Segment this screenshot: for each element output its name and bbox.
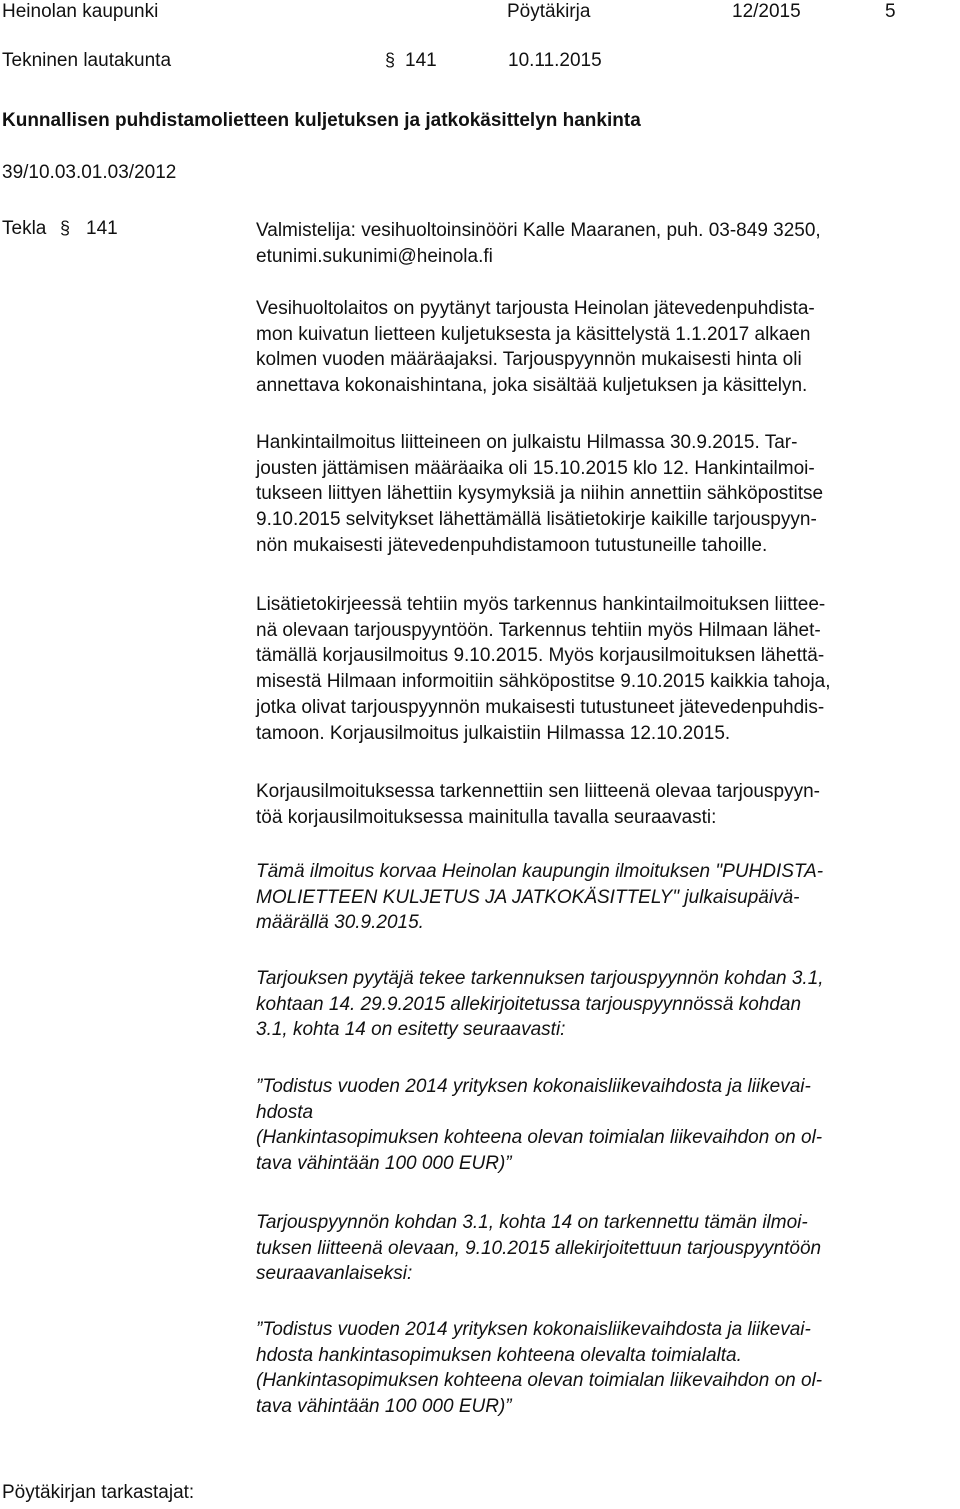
page-number: 5 — [885, 1, 896, 22]
section-number: 141 — [405, 50, 437, 71]
text-line: mon kuivatun lietteen kuljetuksesta ja käsittelystä 1.1.2017 alkaen — [256, 323, 811, 345]
paragraph-procurement-notice — [256, 430, 956, 559]
text-line: jotka olivat tarjouspyynnön mukaisesti tutustuneet jätevedenpuhdis- — [256, 696, 825, 718]
text-line: Vesihuoltolaitos on pyytänyt tarjousta Heinolan jätevedenpuhdista- — [256, 298, 815, 319]
text-line: Korjausilmoituksessa tarkennettiin sen liitteenä olevaa tarjouspyyn- — [256, 781, 820, 802]
meeting-date: 10.11.2015 — [508, 50, 602, 71]
item-section-sign: § — [60, 218, 71, 238]
item-number: 141 — [86, 218, 118, 239]
quote-notice-replacement — [256, 859, 956, 936]
text-line: MOLIETTEEN KULJETUS JA JATKOKÄSITTELY" julkaisupäivä- — [256, 886, 800, 908]
text-line: Hankintailmoitus liitteineen on julkaistu Hilmassa 30.9.2015. Tar- — [256, 432, 798, 453]
text-line: tämällä korjausilmoitus 9.10.2015. Myös korjausilmoituksen lähettä- — [256, 645, 825, 667]
text-line: hdosta — [256, 1101, 314, 1123]
org-name: Heinolan kaupunki — [2, 1, 159, 22]
reviewers-label: Pöytäkirjan tarkastajat: — [2, 1482, 195, 1503]
quote-refined-requirement — [256, 1317, 956, 1420]
board-name: Tekninen lautakunta — [2, 50, 172, 71]
text-line: hdosta hankintasopimuksen kohteena olevalta toimialalta. — [256, 1344, 742, 1366]
text-line: tava vähintään 100 000 EUR)” — [256, 1396, 512, 1418]
text-line: annettava kokonaishintana, joka sisältää kuljetuksen ja käsittelyn. — [256, 375, 808, 397]
paragraph-request — [256, 296, 956, 399]
quote-clarification-point — [256, 966, 956, 1043]
quote-refined-intro — [256, 1210, 956, 1287]
text-line: jousten jättämisen määräaika oli 15.10.2015 klo 12. Hankintailmoi- — [256, 457, 815, 479]
text-line: tava vähintään 100 000 EUR)” — [256, 1153, 512, 1175]
text-line: (Hankintasopimuksen kohteena olevan toimialan liikevaihdon on ol- — [256, 1370, 823, 1392]
text-line: Lisätietokirjeessä tehtiin myös tarkennus hankintailmoituksen liittee- — [256, 594, 826, 615]
paragraph-correction-intro — [256, 779, 956, 830]
text-line: Tarjouspyynnön kohdan 3.1, kohta 14 on tarkennettu tämän ilmoi- — [256, 1212, 808, 1233]
quote-original-requirement — [256, 1074, 956, 1177]
paragraph-clarification — [256, 592, 956, 746]
text-line: nön mukaisesti jätevedenpuhdistamoon tutustuneille tahoille. — [256, 534, 768, 556]
text-line: 9.10.2015 selvitykset lähettämällä lisätietokirje kaikille tarjouspyyn- — [256, 509, 817, 531]
case-number: 39/10.03.01.03/2012 — [2, 162, 177, 183]
text-line: Tarjouksen pyytäjä tekee tarkennuksen tarjouspyynnön kohdan 3.1, — [256, 968, 824, 989]
text-line: töä korjausilmoituksessa mainitulla tavalla seuraavasti: — [256, 806, 717, 828]
text-line: seuraavanlaiseksi: — [256, 1263, 413, 1285]
text-line: tukseen liittyen lähettiin kysymyksiä ja niihin annettiin sähköpostitse — [256, 483, 824, 505]
text-line: nä olevaan tarjouspyyntöön. Tarkennus tehtiin myös Hilmaan lähet- — [256, 619, 821, 641]
text-line: (Hankintasopimuksen kohteena olevan toimialan liikevaihdon on ol- — [256, 1127, 823, 1149]
doc-number: 12/2015 — [732, 1, 801, 22]
doc-type: Pöytäkirja — [507, 1, 591, 22]
section-sign: § — [385, 50, 396, 70]
text-line: kolmen vuoden määräajaksi. Tarjouspyynnön mukaisesti hinta oli — [256, 349, 802, 371]
item-label: Tekla — [2, 218, 47, 239]
text-line: ”Todistus vuoden 2014 yrityksen kokonaisliikevaihdosta ja liikevai- — [256, 1319, 811, 1340]
preparer-email: etunimi.sukunimi@heinola.fi — [256, 245, 493, 267]
text-line: tamoon. Korjausilmoitus julkaistiin Hilmassa 12.10.2015. — [256, 722, 731, 744]
text-line: 3.1, kohta 14 on esitetty seuraavasti: — [256, 1019, 566, 1041]
preparer — [256, 218, 956, 269]
text-line: Tämä ilmoitus korvaa Heinolan kaupungin ilmoituksen "PUHDISTA- — [256, 861, 824, 882]
preparer-line: Valmistelija: vesihuoltoinsinööri Kalle Maaranen, puh. 03-849 3250, — [256, 220, 821, 241]
text-line: kohtaan 14. 29.9.2015 allekirjoitetussa tarjouspyynnössä kohdan — [256, 993, 802, 1015]
text-line: misestä Hilmaan informoitiin sähköpostitse 9.10.2015 kaikkia tahoja, — [256, 671, 831, 693]
text-line: tuksen liitteenä olevaan, 9.10.2015 allekirjoitettuun tarjouspyyntöön — [256, 1237, 822, 1259]
text-line: ”Todistus vuoden 2014 yrityksen kokonaisliikevaihdosta ja liikevai- — [256, 1076, 811, 1097]
page-title: Kunnallisen puhdistamolietteen kuljetuksen ja jatkokäsittelyn hankinta — [2, 110, 641, 131]
text-line: määrällä 30.9.2015. — [256, 912, 424, 934]
